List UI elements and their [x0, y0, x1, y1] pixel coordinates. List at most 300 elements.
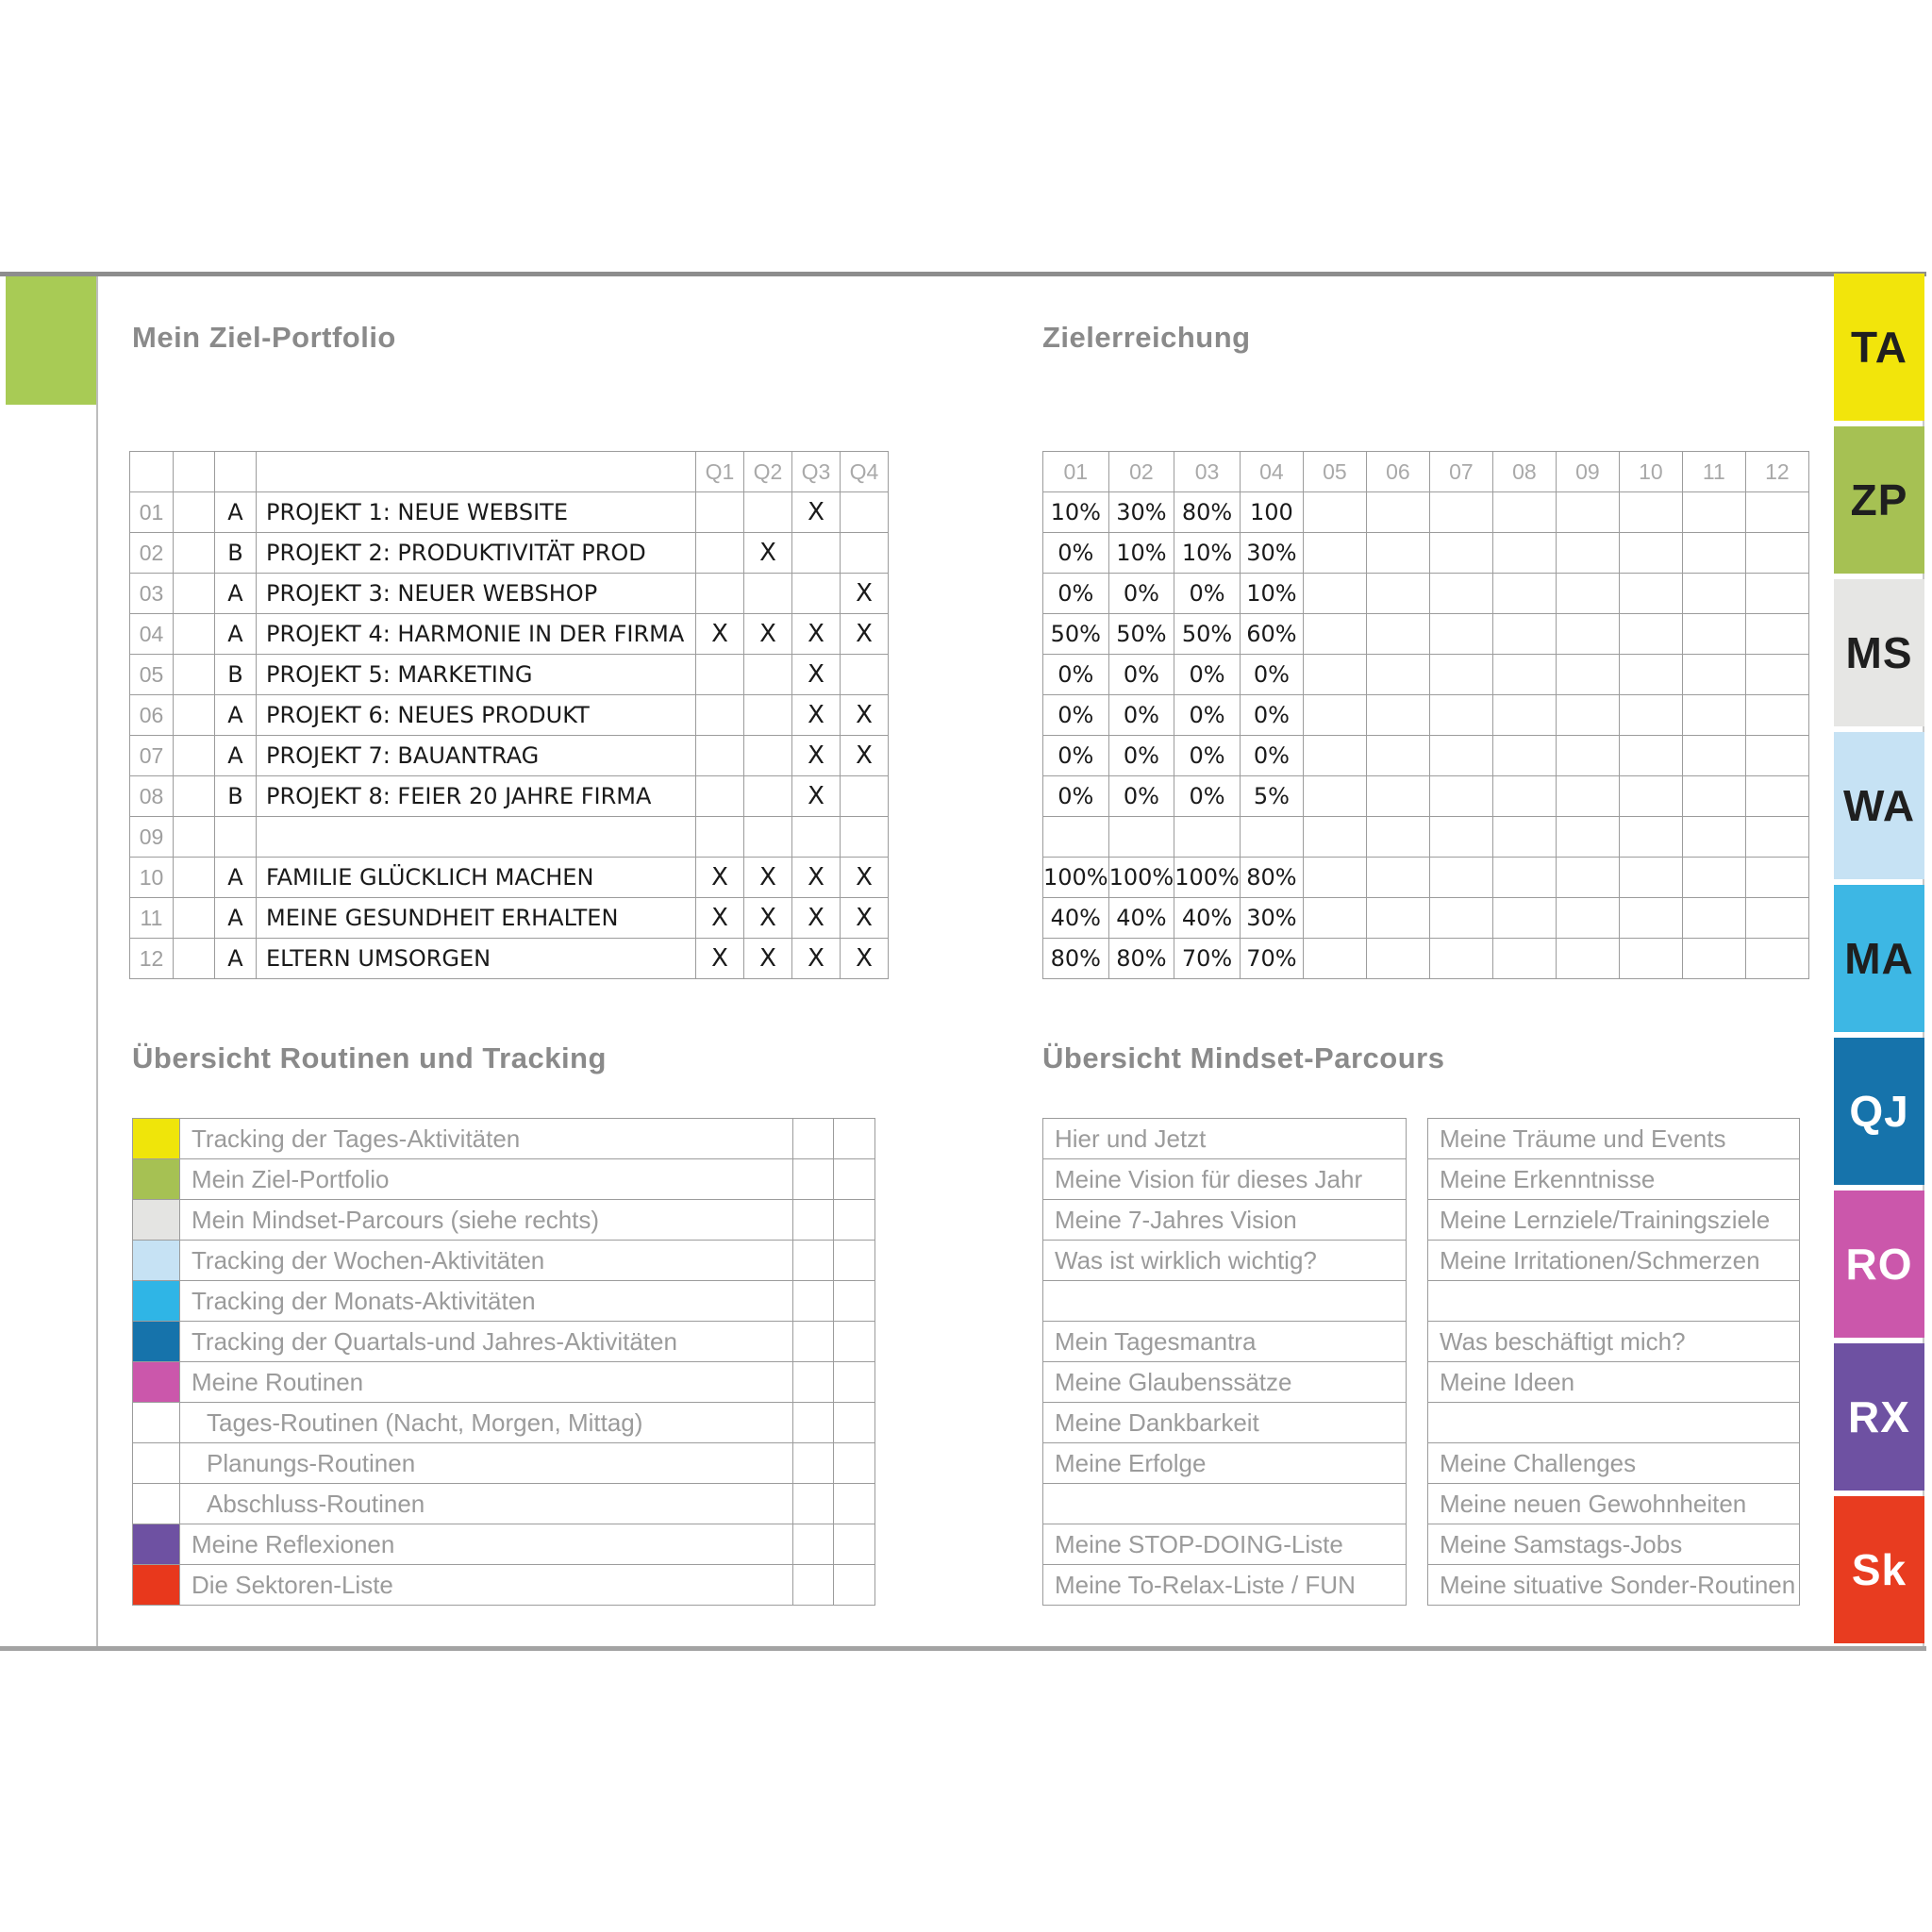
achievement-title: Zielerreichung	[1042, 321, 1251, 354]
priority-cell: A	[215, 574, 257, 614]
percent-cell	[1556, 695, 1619, 736]
color-swatch-cell	[133, 1565, 180, 1606]
portfolio-row	[130, 817, 889, 858]
header-empty-cell	[130, 452, 174, 492]
spacer-cell	[174, 695, 215, 736]
percent-cell	[1619, 736, 1682, 776]
percent-cell	[1619, 492, 1682, 533]
mindset-left-row	[1043, 1159, 1407, 1200]
empty-check-cell	[834, 1443, 875, 1484]
percent-cell: 100%	[1174, 858, 1241, 898]
routine-row	[133, 1565, 875, 1606]
percent-cell	[1619, 898, 1682, 939]
percent-cell	[1682, 533, 1745, 574]
mindset-left-row	[1043, 1281, 1407, 1322]
mindset-right-row	[1428, 1362, 1800, 1403]
percent-cell	[1745, 695, 1808, 736]
achievement-row	[1043, 776, 1809, 817]
percent-cell	[1619, 614, 1682, 655]
routine-row	[133, 1159, 875, 1200]
quarter-mark-cell	[744, 492, 792, 533]
row-number: 09	[130, 817, 174, 858]
quarter-mark-cell: X	[744, 939, 792, 979]
color-swatch-cell	[133, 1524, 180, 1565]
percent-cell	[1303, 858, 1366, 898]
percent-cell	[1492, 858, 1556, 898]
percent-cell	[1682, 614, 1745, 655]
percent-cell	[1174, 817, 1241, 858]
spacer-cell	[174, 492, 215, 533]
routine-row	[133, 1443, 875, 1484]
percent-cell	[1745, 492, 1808, 533]
percent-cell	[1429, 614, 1492, 655]
mindset-right-row	[1428, 1565, 1800, 1606]
quarter-mark-cell: X	[744, 533, 792, 574]
quarter-mark-cell: X	[696, 614, 744, 655]
quarter-mark-cell	[696, 695, 744, 736]
achievement-row	[1043, 574, 1809, 614]
empty-check-cell	[793, 1322, 834, 1362]
percent-cell	[1556, 574, 1619, 614]
project-name-cell: PROJEKT 4: HARMONIE IN DER FIRMA	[257, 614, 696, 655]
percent-cell	[1492, 898, 1556, 939]
quarter-mark-cell	[744, 736, 792, 776]
achievement-row	[1043, 939, 1809, 979]
percent-cell	[1556, 533, 1619, 574]
percent-cell	[1556, 939, 1619, 979]
percent-cell	[1303, 736, 1366, 776]
month-header: 02	[1108, 452, 1174, 492]
percent-cell	[1745, 898, 1808, 939]
percent-cell: 0%	[1108, 655, 1174, 695]
quarter-mark-cell	[792, 533, 841, 574]
empty-check-cell	[793, 1403, 834, 1443]
quarter-mark-cell	[841, 655, 889, 695]
percent-cell: 10%	[1240, 574, 1303, 614]
mindset-left-row	[1043, 1322, 1407, 1362]
mindset-left-label: Meine Erfolge	[1043, 1443, 1407, 1484]
priority-cell: B	[215, 655, 257, 695]
mindset-parcours-left-table	[1042, 1118, 1407, 1606]
quarter-mark-cell	[744, 776, 792, 817]
percent-cell	[1108, 817, 1174, 858]
color-swatch-cell	[133, 1322, 180, 1362]
percent-cell	[1492, 492, 1556, 533]
mindset-parcours-right-table	[1427, 1118, 1800, 1606]
spacer-cell	[174, 939, 215, 979]
page-left-edge	[96, 276, 98, 1646]
percent-cell	[1682, 492, 1745, 533]
mindset-left-row	[1043, 1565, 1407, 1606]
percent-cell	[1556, 858, 1619, 898]
empty-check-cell	[834, 1362, 875, 1403]
percent-cell	[1492, 817, 1556, 858]
priority-cell	[215, 817, 257, 858]
mindset-left-row	[1043, 1484, 1407, 1524]
percent-cell	[1492, 695, 1556, 736]
mindset-left-label: Meine Glaubenssätze	[1043, 1362, 1407, 1403]
priority-cell: A	[215, 858, 257, 898]
achievement-header-row	[1043, 452, 1809, 492]
percent-cell	[1682, 736, 1745, 776]
routine-row	[133, 1200, 875, 1241]
percent-cell: 0%	[1043, 695, 1109, 736]
mindset-left-label: Meine To-Relax-Liste / FUN	[1043, 1565, 1407, 1606]
percent-cell	[1492, 776, 1556, 817]
percent-cell: 0%	[1240, 736, 1303, 776]
mindset-right-row	[1428, 1524, 1800, 1565]
register-tab-Sk: Sk	[1834, 1496, 1924, 1643]
percent-cell: 60%	[1240, 614, 1303, 655]
percent-cell: 0%	[1108, 695, 1174, 736]
percent-cell	[1745, 655, 1808, 695]
percent-cell	[1303, 817, 1366, 858]
project-name-cell: FAMILIE GLÜCKLICH MACHEN	[257, 858, 696, 898]
spacer-cell	[174, 898, 215, 939]
percent-cell	[1682, 776, 1745, 817]
percent-cell	[1303, 898, 1366, 939]
percent-cell	[1745, 817, 1808, 858]
percent-cell: 40%	[1174, 898, 1241, 939]
percent-cell: 0%	[1043, 655, 1109, 695]
routine-label: Die Sektoren-Liste	[180, 1565, 793, 1606]
empty-check-cell	[834, 1241, 875, 1281]
percent-cell: 5%	[1240, 776, 1303, 817]
percent-cell: 80%	[1043, 939, 1109, 979]
percent-cell	[1556, 655, 1619, 695]
percent-cell: 70%	[1240, 939, 1303, 979]
percent-cell: 100	[1240, 492, 1303, 533]
mindset-right-row	[1428, 1484, 1800, 1524]
percent-cell	[1303, 533, 1366, 574]
percent-cell	[1556, 898, 1619, 939]
achievement-row	[1043, 858, 1809, 898]
percent-cell	[1619, 776, 1682, 817]
month-header: 08	[1492, 452, 1556, 492]
percent-cell: 50%	[1174, 614, 1241, 655]
quarter-mark-cell: X	[792, 858, 841, 898]
mindset-right-row	[1428, 1200, 1800, 1241]
portfolio-row	[130, 492, 889, 533]
quarter-mark-cell: X	[792, 776, 841, 817]
color-swatch-cell	[133, 1443, 180, 1484]
priority-cell: A	[215, 614, 257, 655]
quarter-mark-cell	[696, 817, 744, 858]
mindset-left-row	[1043, 1362, 1407, 1403]
register-tab-QJ: QJ	[1834, 1038, 1924, 1185]
row-number: 04	[130, 614, 174, 655]
mindset-left-row	[1043, 1524, 1407, 1565]
percent-cell: 0%	[1043, 574, 1109, 614]
routine-row	[133, 1322, 875, 1362]
percent-cell	[1429, 574, 1492, 614]
quarter-mark-cell: X	[696, 858, 744, 898]
register-tab-MA: MA	[1834, 885, 1924, 1032]
priority-cell: A	[215, 695, 257, 736]
achievement-row	[1043, 736, 1809, 776]
empty-check-cell	[834, 1281, 875, 1322]
portfolio-row	[130, 533, 889, 574]
routine-label: Tracking der Wochen-Aktivitäten	[180, 1241, 793, 1281]
quarter-mark-cell: X	[841, 858, 889, 898]
percent-cell	[1366, 858, 1429, 898]
quarter-mark-cell: X	[841, 695, 889, 736]
month-header: 06	[1366, 452, 1429, 492]
percent-cell: 0%	[1043, 533, 1109, 574]
percent-cell	[1429, 655, 1492, 695]
quarter-mark-cell: X	[744, 858, 792, 898]
mindset-left-row	[1043, 1119, 1407, 1159]
routine-label: Tracking der Monats-Aktivitäten	[180, 1281, 793, 1322]
priority-cell: A	[215, 898, 257, 939]
percent-cell: 10%	[1174, 533, 1241, 574]
quarter-mark-cell	[696, 492, 744, 533]
spacer-cell	[174, 858, 215, 898]
quarter-mark-cell	[696, 533, 744, 574]
quarter-mark-cell	[792, 817, 841, 858]
row-number: 10	[130, 858, 174, 898]
routine-label: Planungs-Routinen	[180, 1443, 793, 1484]
routinen-tracking-table	[132, 1118, 875, 1606]
mindset-left-row	[1043, 1403, 1407, 1443]
empty-check-cell	[793, 1524, 834, 1565]
mindset-right-row	[1428, 1159, 1800, 1200]
portfolio-title: Mein Ziel-Portfolio	[132, 321, 396, 354]
portfolio-row	[130, 614, 889, 655]
percent-cell	[1619, 574, 1682, 614]
quarter-mark-cell: X	[841, 736, 889, 776]
percent-cell	[1556, 776, 1619, 817]
mindset-right-row	[1428, 1403, 1800, 1443]
month-header: 11	[1682, 452, 1745, 492]
empty-check-cell	[834, 1403, 875, 1443]
register-tab-WA: WA	[1834, 732, 1924, 879]
percent-cell	[1745, 858, 1808, 898]
project-name-cell: MEINE GESUNDHEIT ERHALTEN	[257, 898, 696, 939]
percent-cell: 70%	[1174, 939, 1241, 979]
percent-cell: 0%	[1108, 736, 1174, 776]
percent-cell	[1366, 533, 1429, 574]
percent-cell	[1240, 817, 1303, 858]
percent-cell	[1745, 776, 1808, 817]
percent-cell	[1303, 695, 1366, 736]
percent-cell	[1492, 533, 1556, 574]
percent-cell	[1429, 533, 1492, 574]
quarter-mark-cell	[744, 695, 792, 736]
row-number: 12	[130, 939, 174, 979]
percent-cell	[1619, 533, 1682, 574]
percent-cell	[1745, 736, 1808, 776]
percent-cell: 80%	[1108, 939, 1174, 979]
page-bottom-edge	[0, 1646, 1926, 1651]
color-swatch-cell	[133, 1119, 180, 1159]
percent-cell	[1366, 776, 1429, 817]
empty-check-cell	[834, 1159, 875, 1200]
percent-cell	[1682, 858, 1745, 898]
quarter-mark-cell	[792, 574, 841, 614]
percent-cell: 40%	[1043, 898, 1109, 939]
project-name-cell: PROJEKT 7: BAUANTRAG	[257, 736, 696, 776]
quarter-mark-cell: X	[841, 898, 889, 939]
project-name-cell: PROJEKT 6: NEUES PRODUKT	[257, 695, 696, 736]
quarter-header: Q1	[696, 452, 744, 492]
priority-cell: B	[215, 533, 257, 574]
mindset-left-label	[1043, 1484, 1407, 1524]
percent-cell	[1366, 614, 1429, 655]
achievement-row	[1043, 614, 1809, 655]
mindset-right-row	[1428, 1443, 1800, 1484]
quarter-header: Q2	[744, 452, 792, 492]
percent-cell: 0%	[1174, 736, 1241, 776]
percent-cell	[1682, 655, 1745, 695]
percent-cell: 40%	[1108, 898, 1174, 939]
quarter-mark-cell: X	[744, 898, 792, 939]
mindset-right-row	[1428, 1322, 1800, 1362]
zielerreichung-table	[1042, 451, 1809, 979]
month-header: 09	[1556, 452, 1619, 492]
percent-cell	[1745, 533, 1808, 574]
month-header: 05	[1303, 452, 1366, 492]
routines-title: Übersicht Routinen und Tracking	[132, 1041, 607, 1074]
quarter-mark-cell	[696, 655, 744, 695]
project-name-cell: PROJEKT 8: FEIER 20 JAHRE FIRMA	[257, 776, 696, 817]
percent-cell	[1682, 695, 1745, 736]
mindset-left-label: Hier und Jetzt	[1043, 1119, 1407, 1159]
percent-cell: 0%	[1043, 776, 1109, 817]
portfolio-row	[130, 939, 889, 979]
quarter-mark-cell: X	[841, 574, 889, 614]
project-name-cell	[257, 817, 696, 858]
percent-cell	[1492, 939, 1556, 979]
empty-check-cell	[793, 1281, 834, 1322]
empty-check-cell	[834, 1200, 875, 1241]
percent-cell	[1366, 695, 1429, 736]
header-empty-cell	[215, 452, 257, 492]
percent-cell	[1745, 574, 1808, 614]
quarter-mark-cell: X	[792, 655, 841, 695]
spacer-cell	[174, 574, 215, 614]
spacer-cell	[174, 776, 215, 817]
priority-cell: A	[215, 492, 257, 533]
quarter-mark-cell	[696, 736, 744, 776]
percent-cell	[1366, 736, 1429, 776]
percent-cell	[1366, 817, 1429, 858]
percent-cell	[1682, 817, 1745, 858]
percent-cell	[1366, 574, 1429, 614]
empty-check-cell	[793, 1362, 834, 1403]
percent-cell	[1492, 574, 1556, 614]
spacer-cell	[174, 817, 215, 858]
mindset-right-label	[1428, 1281, 1800, 1322]
mindset-right-row	[1428, 1119, 1800, 1159]
mindset-left-row	[1043, 1443, 1407, 1484]
achievement-row	[1043, 655, 1809, 695]
percent-cell: 100%	[1043, 858, 1109, 898]
row-number: 08	[130, 776, 174, 817]
percent-cell: 10%	[1043, 492, 1109, 533]
empty-check-cell	[793, 1443, 834, 1484]
percent-cell: 0%	[1174, 776, 1241, 817]
row-number: 06	[130, 695, 174, 736]
page-top-edge	[0, 272, 1926, 276]
project-name-cell: ELTERN UMSORGEN	[257, 939, 696, 979]
routine-row	[133, 1362, 875, 1403]
percent-cell	[1492, 736, 1556, 776]
quarter-mark-cell	[841, 492, 889, 533]
mindset-right-label: Meine Ideen	[1428, 1362, 1800, 1403]
percent-cell	[1429, 939, 1492, 979]
portfolio-header-row	[130, 452, 889, 492]
percent-cell	[1366, 492, 1429, 533]
achievement-row	[1043, 695, 1809, 736]
percent-cell: 50%	[1108, 614, 1174, 655]
percent-cell: 0%	[1174, 655, 1241, 695]
mindset-right-label: Was beschäftigt mich?	[1428, 1322, 1800, 1362]
percent-cell	[1429, 736, 1492, 776]
register-tab-MS: MS	[1834, 579, 1924, 726]
routine-row	[133, 1281, 875, 1322]
month-header: 12	[1745, 452, 1808, 492]
mindset-right-label: Meine Challenges	[1428, 1443, 1800, 1484]
empty-check-cell	[793, 1484, 834, 1524]
project-name-cell: PROJEKT 1: NEUE WEBSITE	[257, 492, 696, 533]
portfolio-row	[130, 898, 889, 939]
mindset-left-row	[1043, 1200, 1407, 1241]
percent-cell: 0%	[1108, 574, 1174, 614]
month-header: 10	[1619, 452, 1682, 492]
mindset-right-row	[1428, 1241, 1800, 1281]
percent-cell	[1682, 898, 1745, 939]
quarter-mark-cell	[841, 776, 889, 817]
percent-cell	[1303, 939, 1366, 979]
quarter-mark-cell: X	[792, 736, 841, 776]
quarter-mark-cell	[696, 776, 744, 817]
priority-cell: A	[215, 939, 257, 979]
mindset-right-label: Meine Lernziele/Trainingsziele	[1428, 1200, 1800, 1241]
quarter-mark-cell: X	[744, 614, 792, 655]
project-name-cell: PROJEKT 5: MARKETING	[257, 655, 696, 695]
month-header: 01	[1043, 452, 1109, 492]
percent-cell	[1682, 939, 1745, 979]
project-name-cell: PROJEKT 3: NEUER WEBSHOP	[257, 574, 696, 614]
empty-check-cell	[793, 1241, 834, 1281]
quarter-mark-cell: X	[792, 898, 841, 939]
percent-cell	[1429, 492, 1492, 533]
ziel-portfolio-table	[129, 451, 889, 979]
month-header: 07	[1429, 452, 1492, 492]
quarter-mark-cell: X	[696, 939, 744, 979]
spacer-cell	[174, 736, 215, 776]
achievement-row	[1043, 817, 1809, 858]
spacer-cell	[174, 533, 215, 574]
header-empty-cell	[257, 452, 696, 492]
register-tab-ZP: ZP	[1834, 426, 1924, 574]
row-number: 03	[130, 574, 174, 614]
empty-check-cell	[834, 1524, 875, 1565]
quarter-mark-cell: X	[792, 695, 841, 736]
percent-cell: 80%	[1174, 492, 1241, 533]
percent-cell: 0%	[1043, 736, 1109, 776]
row-number: 05	[130, 655, 174, 695]
percent-cell	[1619, 817, 1682, 858]
quarter-header: Q3	[792, 452, 841, 492]
percent-cell	[1619, 858, 1682, 898]
percent-cell	[1556, 614, 1619, 655]
percent-cell: 80%	[1240, 858, 1303, 898]
percent-cell	[1429, 776, 1492, 817]
percent-cell	[1429, 858, 1492, 898]
percent-cell	[1619, 655, 1682, 695]
